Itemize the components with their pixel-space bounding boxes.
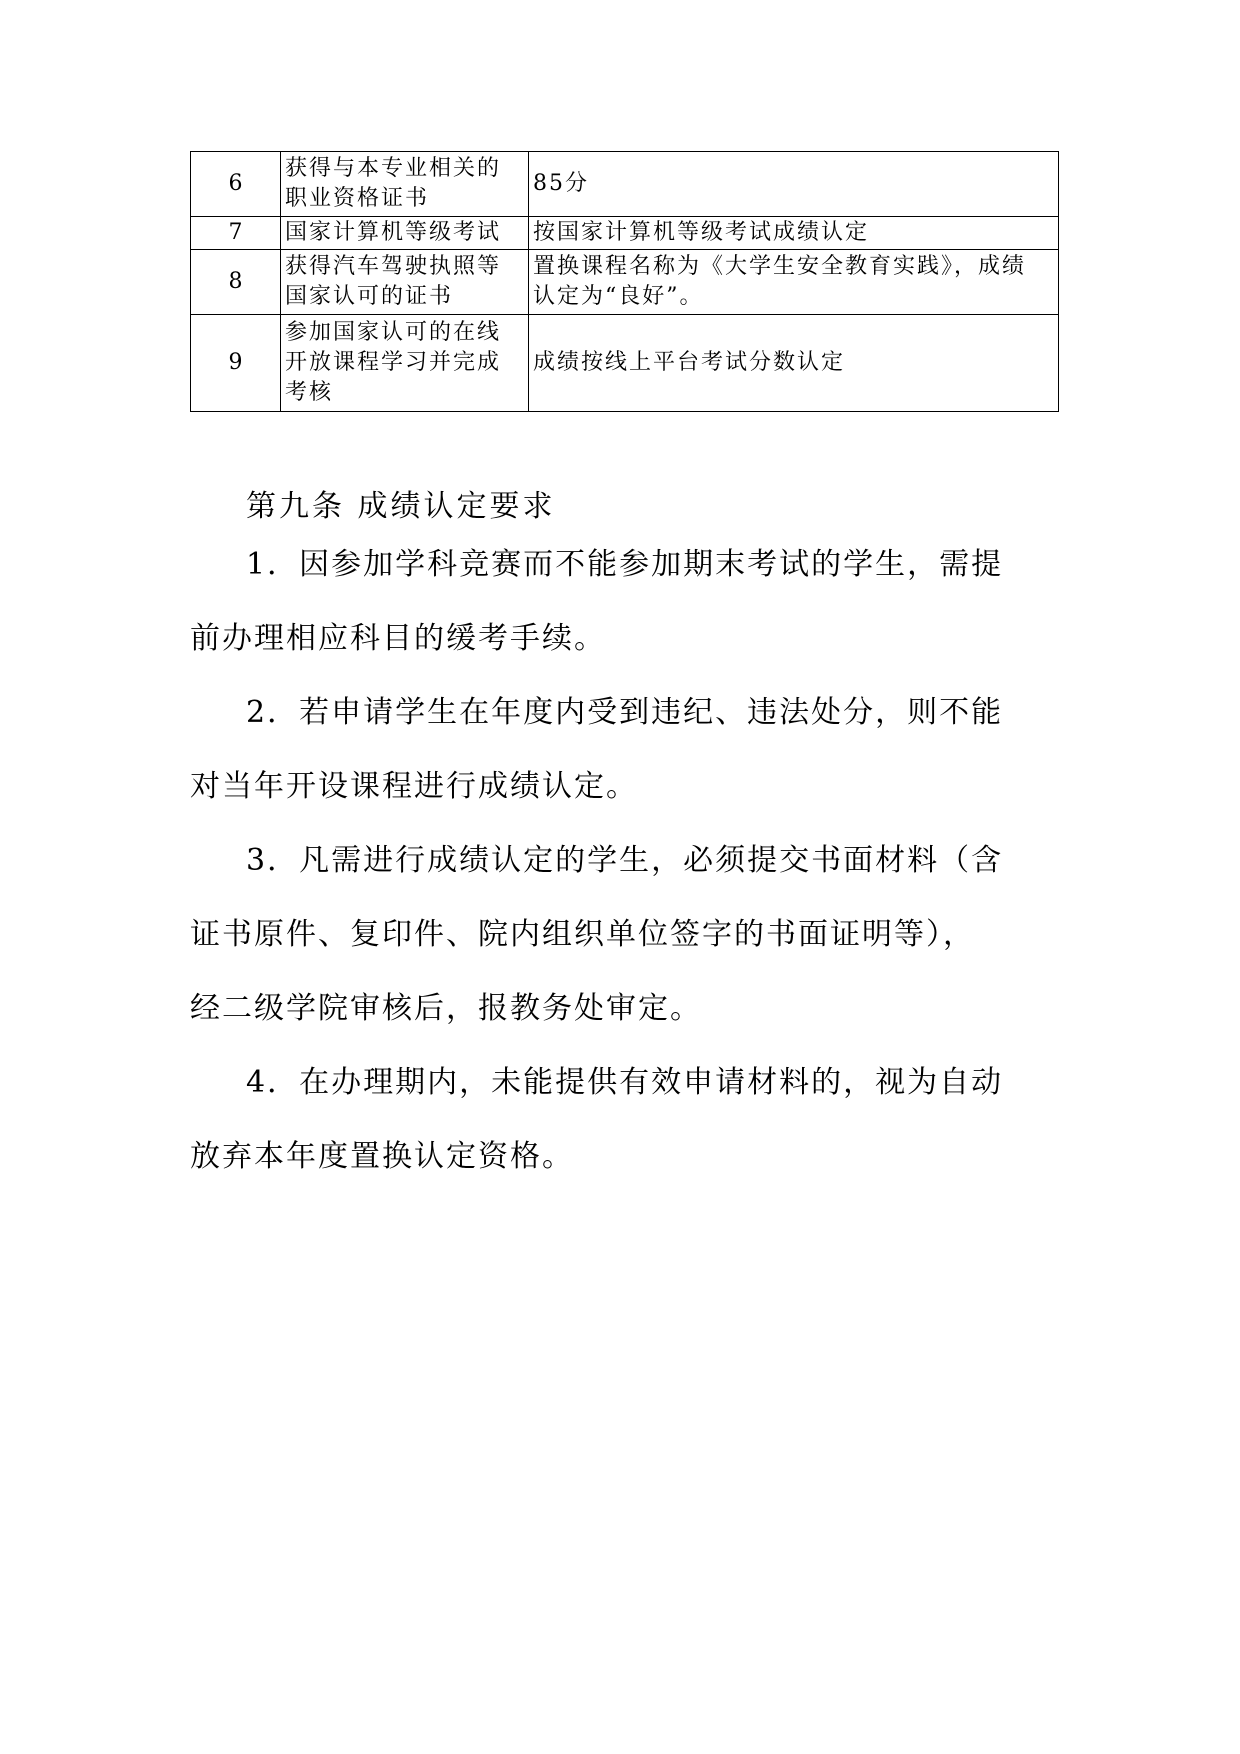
paragraph-line: 3．凡需进行成绩认定的学生，必须提交书面材料（含 — [246, 843, 1004, 878]
rule-cell — [529, 250, 1059, 315]
row-number: 6 — [191, 152, 281, 217]
paragraph-line: 证书原件、复印件、院内组织单位签字的书面证明等）， — [190, 917, 975, 952]
row-number: 9 — [191, 315, 281, 412]
paragraph-line: 4．在办理期内，未能提供有效申请材料的，视为自动 — [246, 1065, 1004, 1100]
paragraph-line: 对当年开设课程进行成绩认定。 — [190, 769, 638, 804]
requirement-paragraph-1 — [190, 545, 1060, 659]
item-cell — [281, 315, 529, 412]
article-heading: 第九条 成绩认定要求 — [246, 489, 556, 524]
rule-cell — [529, 217, 1059, 250]
rule-cell — [529, 315, 1059, 412]
rule-line: 认定为“良好”。 — [533, 284, 704, 309]
row-number: 8 — [191, 250, 281, 315]
item-line: 获得汽车驾驶执照等 — [285, 254, 502, 279]
item-line: 职业资格证书 — [285, 186, 430, 211]
rule-line: 成绩按线上平台考试分数认定 — [533, 350, 846, 375]
paragraph-line: 前办理相应科目的缓考手续。 — [190, 621, 606, 656]
table-row — [191, 250, 1059, 315]
paragraph-line: 2．若申请学生在年度内受到违纪、违法处分，则不能 — [246, 695, 1004, 730]
rule-cell — [529, 152, 1059, 217]
requirement-paragraph-4 — [190, 1063, 1060, 1177]
item-line: 考核 — [285, 380, 334, 405]
rule-line: 85分 — [533, 171, 589, 196]
article-nine — [190, 487, 1060, 1211]
requirement-paragraph-3 — [190, 841, 1060, 1029]
rule-line: 按国家计算机等级考试成绩认定 — [533, 220, 870, 245]
table-row — [191, 217, 1059, 250]
grade-recognition-table — [190, 151, 1059, 412]
row-number: 7 — [191, 217, 281, 250]
paragraph-line: 1．因参加学科竞赛而不能参加期末考试的学生，需提 — [246, 547, 1004, 582]
paragraph-line: 经二级学院审核后，报教务处审定。 — [190, 991, 702, 1026]
requirement-paragraph-2 — [190, 693, 1060, 807]
table-row — [191, 315, 1059, 412]
item-cell — [281, 152, 529, 217]
item-line: 获得与本专业相关的 — [285, 156, 502, 181]
paragraph-line: 放弃本年度置换认定资格。 — [190, 1139, 574, 1174]
item-cell — [281, 217, 529, 250]
item-line: 开放课程学习并完成 — [285, 350, 502, 375]
rule-line: 置换课程名称为《大学生安全教育实践》，成绩 — [533, 254, 1027, 279]
item-cell — [281, 250, 529, 315]
table-row — [191, 152, 1059, 217]
item-line: 国家认可的证书 — [285, 284, 454, 309]
item-line: 国家计算机等级考试 — [285, 220, 502, 245]
item-line: 参加国家认可的在线 — [285, 320, 502, 345]
